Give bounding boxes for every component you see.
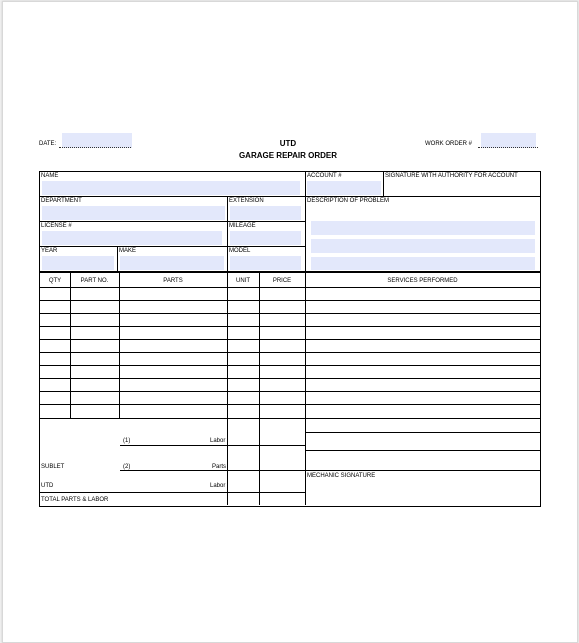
utd-right-label: Labor [210,483,226,489]
labor-2-label: Parts [212,464,227,470]
work-order-underline [478,147,538,148]
name-label: NAME [41,173,59,179]
description-label: DESCRIPTION OF PROBLEM [307,198,390,204]
extension-field[interactable] [230,206,301,220]
name-field[interactable] [42,181,300,195]
labor-1-index: (1) [123,438,131,444]
form-title: GARAGE REPAIR ORDER [238,151,338,160]
sublet-label: SUBLET [41,464,65,470]
description-line-1[interactable] [311,221,535,235]
date-label: DATE: [39,141,57,147]
labor-1-label: Labor [210,438,226,444]
account-field[interactable] [307,181,381,195]
col-parts: PARTS [163,278,183,284]
account-label: ACCOUNT # [307,173,342,179]
year-label: YEAR [41,248,58,254]
col-unit: UNIT [236,278,250,284]
license-field[interactable] [42,231,222,245]
mileage-field[interactable] [230,231,301,245]
model-label: MODEL [229,248,251,254]
make-label: MAKE [119,248,137,254]
description-line-2[interactable] [311,239,535,253]
col-qty: QTY [48,278,62,284]
extension-label: EXTENSION [229,198,264,204]
mechanic-signature-label: MECHANIC SIGNATURE [307,473,376,479]
work-order-field[interactable] [481,133,536,148]
model-field[interactable] [230,256,301,270]
labor-2-index: (2) [123,464,131,470]
work-order-label: WORK ORDER # [425,141,473,147]
company-name: UTD [279,139,297,148]
date-field[interactable] [62,133,132,148]
department-field[interactable] [42,206,225,220]
signature-authority-label: SIGNATURE WITH AUTHORITY FOR ACCOUNT [385,173,518,179]
description-line-3[interactable] [311,257,535,270]
total-parts-labor-label: TOTAL PARTS & LABOR [41,497,109,503]
form-page [2,1,578,643]
col-part-no: PART NO. [80,278,109,284]
license-label: LICENSE # [41,223,72,229]
make-field[interactable] [120,256,224,270]
col-services-performed: SERVICES PERFORMED [387,278,458,284]
utd-label: UTD [41,483,54,489]
department-label: DEPARTMENT [41,198,82,204]
col-price: PRICE [272,278,292,284]
year-field[interactable] [42,256,114,270]
mileage-label: MILEAGE [229,223,256,229]
date-underline [59,147,131,148]
